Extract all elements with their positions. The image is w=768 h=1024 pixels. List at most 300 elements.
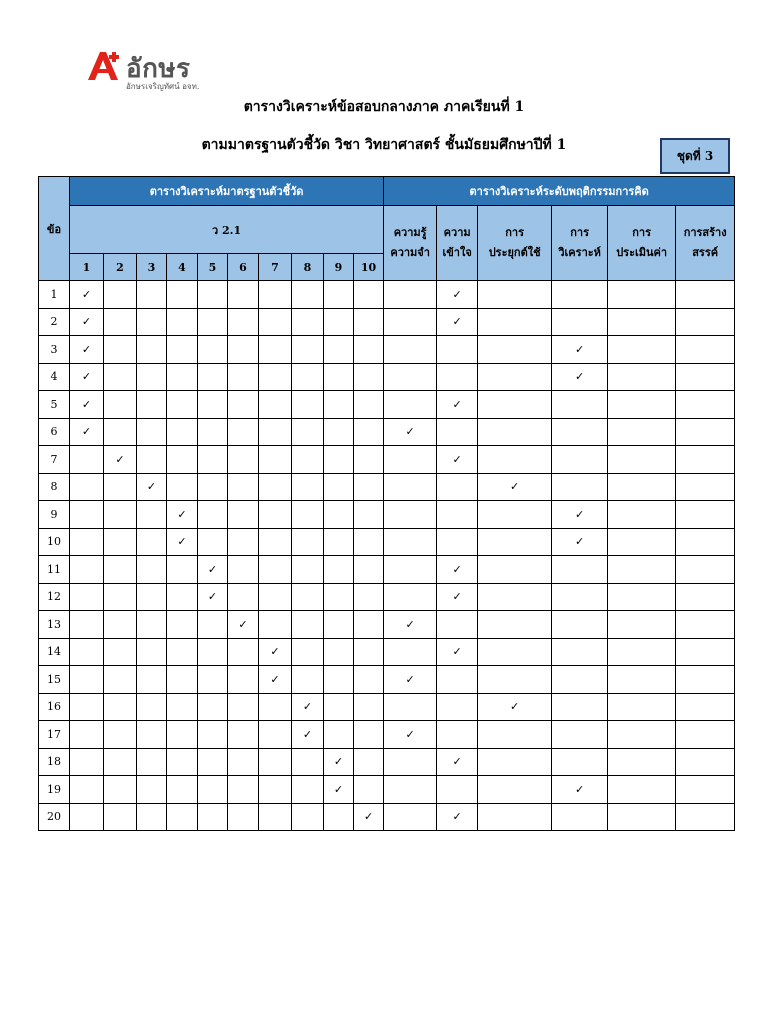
behavior-cell (384, 803, 437, 831)
behavior-cell (437, 418, 478, 446)
indicator-cell (354, 391, 384, 419)
indicator-cell (354, 446, 384, 474)
indicator-cell (198, 501, 228, 529)
indicator-cell (137, 281, 167, 309)
indicator-cell (292, 638, 324, 666)
indicator-cell (70, 501, 104, 529)
indicator-cell (292, 363, 324, 391)
behavior-cell (676, 583, 735, 611)
indicator-cell (259, 803, 292, 831)
indicator-cell (292, 418, 324, 446)
indicator-cell (259, 336, 292, 364)
indicator-cell (324, 501, 354, 529)
behavior-cell (676, 281, 735, 309)
behavior-check-mark: ✓ (384, 721, 437, 749)
indicator-check-mark: ✓ (70, 336, 104, 364)
indicator-cell (324, 693, 354, 721)
indicator-cell (292, 501, 324, 529)
level-header-remember: ความรู้ ความจำ (384, 206, 437, 281)
behavior-cell (552, 583, 608, 611)
indicator-cell (104, 666, 137, 694)
behavior-cell (676, 501, 735, 529)
behavior-cell (384, 556, 437, 584)
indicator-cell (354, 528, 384, 556)
indicator-cell (137, 363, 167, 391)
indicator-cell (137, 611, 167, 639)
indicator-cell (198, 693, 228, 721)
indicator-cell (137, 308, 167, 336)
indicator-cell (354, 556, 384, 584)
indicator-cell (354, 776, 384, 804)
indicator-cell (259, 556, 292, 584)
indicator-cell (324, 446, 354, 474)
behavior-cell (384, 473, 437, 501)
indicator-check-mark: ✓ (70, 281, 104, 309)
indicator-header: 3 (137, 254, 167, 281)
behavior-cell (676, 666, 735, 694)
behavior-cell (478, 308, 552, 336)
indicator-cell (324, 666, 354, 694)
behavior-cell (608, 803, 676, 831)
logo-a-icon (86, 50, 122, 82)
indicator-check-mark: ✓ (259, 638, 292, 666)
indicator-header: 6 (228, 254, 259, 281)
behavior-check-mark: ✓ (437, 748, 478, 776)
level-header-evaluate: การ ประเมินค่า (608, 206, 676, 281)
indicator-cell (70, 776, 104, 804)
behavior-cell (437, 611, 478, 639)
indicator-cell (70, 611, 104, 639)
behavior-cell (552, 391, 608, 419)
indicator-cell (137, 583, 167, 611)
behavior-check-mark: ✓ (437, 638, 478, 666)
indicator-cell (292, 281, 324, 309)
set-number-badge: ชุดที่ 3 (660, 138, 730, 174)
logo-sub-text: อักษรเจริญทัศน์ อจท. (126, 82, 200, 91)
indicator-cell (228, 803, 259, 831)
indicator-cell (292, 803, 324, 831)
behavior-cell (552, 803, 608, 831)
indicator-cell (198, 776, 228, 804)
indicator-cell (198, 281, 228, 309)
behavior-cell (552, 473, 608, 501)
indicator-cell (198, 446, 228, 474)
indicator-check-mark: ✓ (70, 391, 104, 419)
item-number: 11 (39, 556, 70, 584)
behavior-cell (676, 638, 735, 666)
indicator-check-mark: ✓ (324, 776, 354, 804)
indicator-cell (70, 638, 104, 666)
indicator-header: 10 (354, 254, 384, 281)
indicator-cell (167, 446, 198, 474)
indicator-cell (292, 776, 324, 804)
indicator-cell (324, 281, 354, 309)
indicator-cell (167, 721, 198, 749)
indicator-cell (292, 611, 324, 639)
indicator-header: 5 (198, 254, 228, 281)
item-number: 10 (39, 528, 70, 556)
indicator-cell (137, 501, 167, 529)
behavior-cell (676, 556, 735, 584)
behavior-cell (384, 748, 437, 776)
behavior-cell (552, 446, 608, 474)
indicator-cell (228, 556, 259, 584)
behavior-cell (478, 501, 552, 529)
indicator-cell (354, 473, 384, 501)
table-row (39, 528, 735, 556)
behavior-cell (552, 611, 608, 639)
item-number: 19 (39, 776, 70, 804)
indicator-cell (137, 556, 167, 584)
indicator-cell (137, 336, 167, 364)
indicator-cell (292, 556, 324, 584)
behavior-cell (552, 308, 608, 336)
behavior-cell (384, 638, 437, 666)
behavior-cell (437, 363, 478, 391)
behavior-cell (478, 611, 552, 639)
indicator-cell (70, 666, 104, 694)
behavior-cell (478, 776, 552, 804)
indicator-cell (104, 748, 137, 776)
indicator-header: 1 (70, 254, 104, 281)
behavior-check-mark: ✓ (552, 528, 608, 556)
behavior-cell (676, 748, 735, 776)
item-number: 18 (39, 748, 70, 776)
page-title: ตารางวิเคราะห์ข้อสอบกลางภาค ภาคเรียนที่ 1 (243, 99, 525, 115)
indicator-cell (292, 391, 324, 419)
indicator-cell (259, 473, 292, 501)
behavior-check-mark: ✓ (437, 803, 478, 831)
behavior-check-mark: ✓ (437, 281, 478, 309)
indicator-cell (292, 446, 324, 474)
indicator-cell (167, 638, 198, 666)
behavior-cell (676, 693, 735, 721)
table-row (39, 611, 735, 639)
indicator-cell (228, 308, 259, 336)
indicator-cell (167, 693, 198, 721)
indicator-cell (259, 363, 292, 391)
behavior-check-mark: ✓ (437, 583, 478, 611)
indicator-cell (104, 501, 137, 529)
indicator-cell (137, 721, 167, 749)
indicator-cell (198, 748, 228, 776)
item-number: 14 (39, 638, 70, 666)
behavior-check-mark: ✓ (437, 391, 478, 419)
indicator-cell (198, 418, 228, 446)
behavior-cell (608, 418, 676, 446)
behavior-check-mark: ✓ (552, 501, 608, 529)
indicator-cell (354, 418, 384, 446)
behavior-cell (608, 556, 676, 584)
behavior-cell (608, 638, 676, 666)
behavior-cell (478, 721, 552, 749)
indicator-cell (228, 418, 259, 446)
indicator-cell (228, 336, 259, 364)
indicator-cell (198, 611, 228, 639)
indicator-cell (104, 721, 137, 749)
table-row (39, 748, 735, 776)
indicator-cell (104, 363, 137, 391)
item-number: 8 (39, 473, 70, 501)
indicator-cell (198, 721, 228, 749)
indicator-header: 2 (104, 254, 137, 281)
indicator-cell (104, 611, 137, 639)
behavior-cell (608, 748, 676, 776)
behavior-check-mark: ✓ (552, 776, 608, 804)
indicator-cell (292, 336, 324, 364)
level-header-create: การสร้าง สรรค์ (676, 206, 735, 281)
behavior-cell (676, 308, 735, 336)
indicator-cell (354, 693, 384, 721)
indicator-cell (137, 391, 167, 419)
indicator-check-mark: ✓ (198, 556, 228, 584)
table-row (39, 583, 735, 611)
indicator-check-mark: ✓ (167, 528, 198, 556)
item-number: 1 (39, 281, 70, 309)
indicator-check-mark: ✓ (167, 501, 198, 529)
behavior-cell (676, 776, 735, 804)
indicator-check-mark: ✓ (70, 308, 104, 336)
indicator-cell (104, 473, 137, 501)
indicator-check-mark: ✓ (292, 693, 324, 721)
indicator-cell (354, 666, 384, 694)
indicator-header: 8 (292, 254, 324, 281)
indicator-cell (104, 693, 137, 721)
indicator-cell (324, 803, 354, 831)
table-row (39, 336, 735, 364)
behavior-cell (478, 528, 552, 556)
indicator-cell (354, 336, 384, 364)
behavior-cell (608, 776, 676, 804)
behavior-cell (478, 363, 552, 391)
behavior-cell (478, 638, 552, 666)
indicator-cell (198, 473, 228, 501)
behavior-cell (478, 418, 552, 446)
behavior-cell (676, 363, 735, 391)
level-header-understand: ความ เข้าใจ (437, 206, 478, 281)
indicator-cell (324, 638, 354, 666)
indicator-cell (324, 556, 354, 584)
indicator-cell (137, 803, 167, 831)
indicator-cell (228, 583, 259, 611)
indicator-cell (137, 446, 167, 474)
indicator-cell (104, 638, 137, 666)
indicator-cell (259, 776, 292, 804)
table-row (39, 556, 735, 584)
indicator-cell (198, 391, 228, 419)
table-row (39, 693, 735, 721)
indicator-cell (70, 748, 104, 776)
indicator-cell (167, 776, 198, 804)
indicator-cell (137, 776, 167, 804)
item-number: 13 (39, 611, 70, 639)
behavior-check-mark: ✓ (437, 556, 478, 584)
indicator-check-mark: ✓ (354, 803, 384, 831)
indicator-cell (137, 638, 167, 666)
behavior-cell (676, 391, 735, 419)
indicator-cell (104, 776, 137, 804)
indicator-cell (104, 583, 137, 611)
behavior-cell (552, 418, 608, 446)
indicator-cell (354, 308, 384, 336)
behavior-cell (437, 721, 478, 749)
behavior-cell (608, 666, 676, 694)
indicator-cell (228, 446, 259, 474)
behavior-cell (676, 803, 735, 831)
behavior-cell (608, 363, 676, 391)
item-number: 2 (39, 308, 70, 336)
behavior-cell (384, 281, 437, 309)
table-row (39, 666, 735, 694)
behavior-cell (384, 446, 437, 474)
indicator-cell (354, 583, 384, 611)
behavior-cell (552, 666, 608, 694)
indicator-cell (228, 281, 259, 309)
indicator-cell (167, 583, 198, 611)
indicator-cell (137, 748, 167, 776)
indicator-cell (198, 308, 228, 336)
indicator-cell (70, 528, 104, 556)
indicator-cell (167, 336, 198, 364)
table-row (39, 363, 735, 391)
item-number: 16 (39, 693, 70, 721)
behavior-cell (437, 473, 478, 501)
indicator-cell (167, 281, 198, 309)
indicator-cell (104, 391, 137, 419)
behavior-cell (384, 693, 437, 721)
item-number: 7 (39, 446, 70, 474)
behavior-cell (478, 583, 552, 611)
indicator-check-mark: ✓ (228, 611, 259, 639)
indicator-cell (70, 583, 104, 611)
indicator-cell (167, 803, 198, 831)
table-row (39, 281, 735, 309)
behavior-check-mark: ✓ (478, 693, 552, 721)
behavior-cell (384, 391, 437, 419)
table-row (39, 308, 735, 336)
behavior-cell (608, 501, 676, 529)
behavior-header: ตารางวิเคราะห์ระดับพฤติกรรมการคิด (384, 177, 735, 206)
indicator-cell (292, 308, 324, 336)
indicator-check-mark: ✓ (198, 583, 228, 611)
indicator-cell (292, 528, 324, 556)
indicator-cell (137, 693, 167, 721)
indicator-cell (259, 748, 292, 776)
behavior-cell (608, 281, 676, 309)
indicator-cell (198, 528, 228, 556)
indicator-cell (259, 446, 292, 474)
behavior-cell (676, 336, 735, 364)
behavior-cell (437, 336, 478, 364)
item-number: 4 (39, 363, 70, 391)
indicator-cell (354, 363, 384, 391)
indicator-cell (198, 336, 228, 364)
indicator-cell (354, 611, 384, 639)
behavior-cell (608, 611, 676, 639)
indicator-cell (137, 418, 167, 446)
indicator-cell (259, 418, 292, 446)
indicator-check-mark: ✓ (70, 363, 104, 391)
indicator-cell (228, 473, 259, 501)
behavior-cell (478, 803, 552, 831)
behavior-cell (608, 528, 676, 556)
behavior-cell (478, 391, 552, 419)
behavior-cell (676, 611, 735, 639)
behavior-cell (384, 363, 437, 391)
behavior-cell (437, 776, 478, 804)
indicator-cell (324, 391, 354, 419)
behavior-cell (552, 693, 608, 721)
behavior-check-mark: ✓ (384, 611, 437, 639)
table-row (39, 418, 735, 446)
behavior-cell (608, 693, 676, 721)
indicator-cell (228, 776, 259, 804)
indicator-cell (292, 583, 324, 611)
indicator-header: 4 (167, 254, 198, 281)
behavior-check-mark: ✓ (552, 363, 608, 391)
behavior-cell (676, 418, 735, 446)
behavior-cell (552, 638, 608, 666)
indicator-cell (259, 721, 292, 749)
indicator-cell (228, 693, 259, 721)
behavior-cell (676, 446, 735, 474)
indicator-cell (70, 473, 104, 501)
behavior-check-mark: ✓ (478, 473, 552, 501)
behavior-cell (384, 308, 437, 336)
behavior-cell (676, 721, 735, 749)
behavior-cell (676, 528, 735, 556)
behavior-cell (384, 501, 437, 529)
behavior-cell (608, 336, 676, 364)
standard-code: ว 2.1 (70, 206, 384, 254)
behavior-cell (478, 281, 552, 309)
indicator-cell (70, 556, 104, 584)
indicator-cell (228, 721, 259, 749)
indicator-cell (70, 693, 104, 721)
behavior-cell (608, 721, 676, 749)
standards-header: ตารางวิเคราะห์มาตรฐานตัวชี้วัด (70, 177, 384, 206)
indicator-cell (259, 583, 292, 611)
behavior-check-mark: ✓ (384, 666, 437, 694)
item-number: 20 (39, 803, 70, 831)
indicator-cell (228, 638, 259, 666)
indicator-cell (324, 308, 354, 336)
indicator-cell (292, 666, 324, 694)
behavior-check-mark: ✓ (552, 336, 608, 364)
indicator-cell (324, 583, 354, 611)
indicator-cell (324, 363, 354, 391)
indicator-cell (259, 281, 292, 309)
indicator-cell (228, 391, 259, 419)
indicator-cell (198, 638, 228, 666)
table-row (39, 638, 735, 666)
behavior-cell (437, 693, 478, 721)
indicator-cell (198, 666, 228, 694)
behavior-cell (384, 336, 437, 364)
behavior-check-mark: ✓ (384, 418, 437, 446)
indicator-cell (167, 556, 198, 584)
behavior-check-mark: ✓ (437, 446, 478, 474)
behavior-cell (478, 666, 552, 694)
indicator-cell (354, 748, 384, 776)
company-logo (86, 46, 216, 96)
indicator-cell (70, 721, 104, 749)
exam-analysis-table (38, 176, 735, 831)
indicator-check-mark: ✓ (259, 666, 292, 694)
indicator-check-mark: ✓ (292, 721, 324, 749)
table-row (39, 803, 735, 831)
behavior-cell (384, 583, 437, 611)
